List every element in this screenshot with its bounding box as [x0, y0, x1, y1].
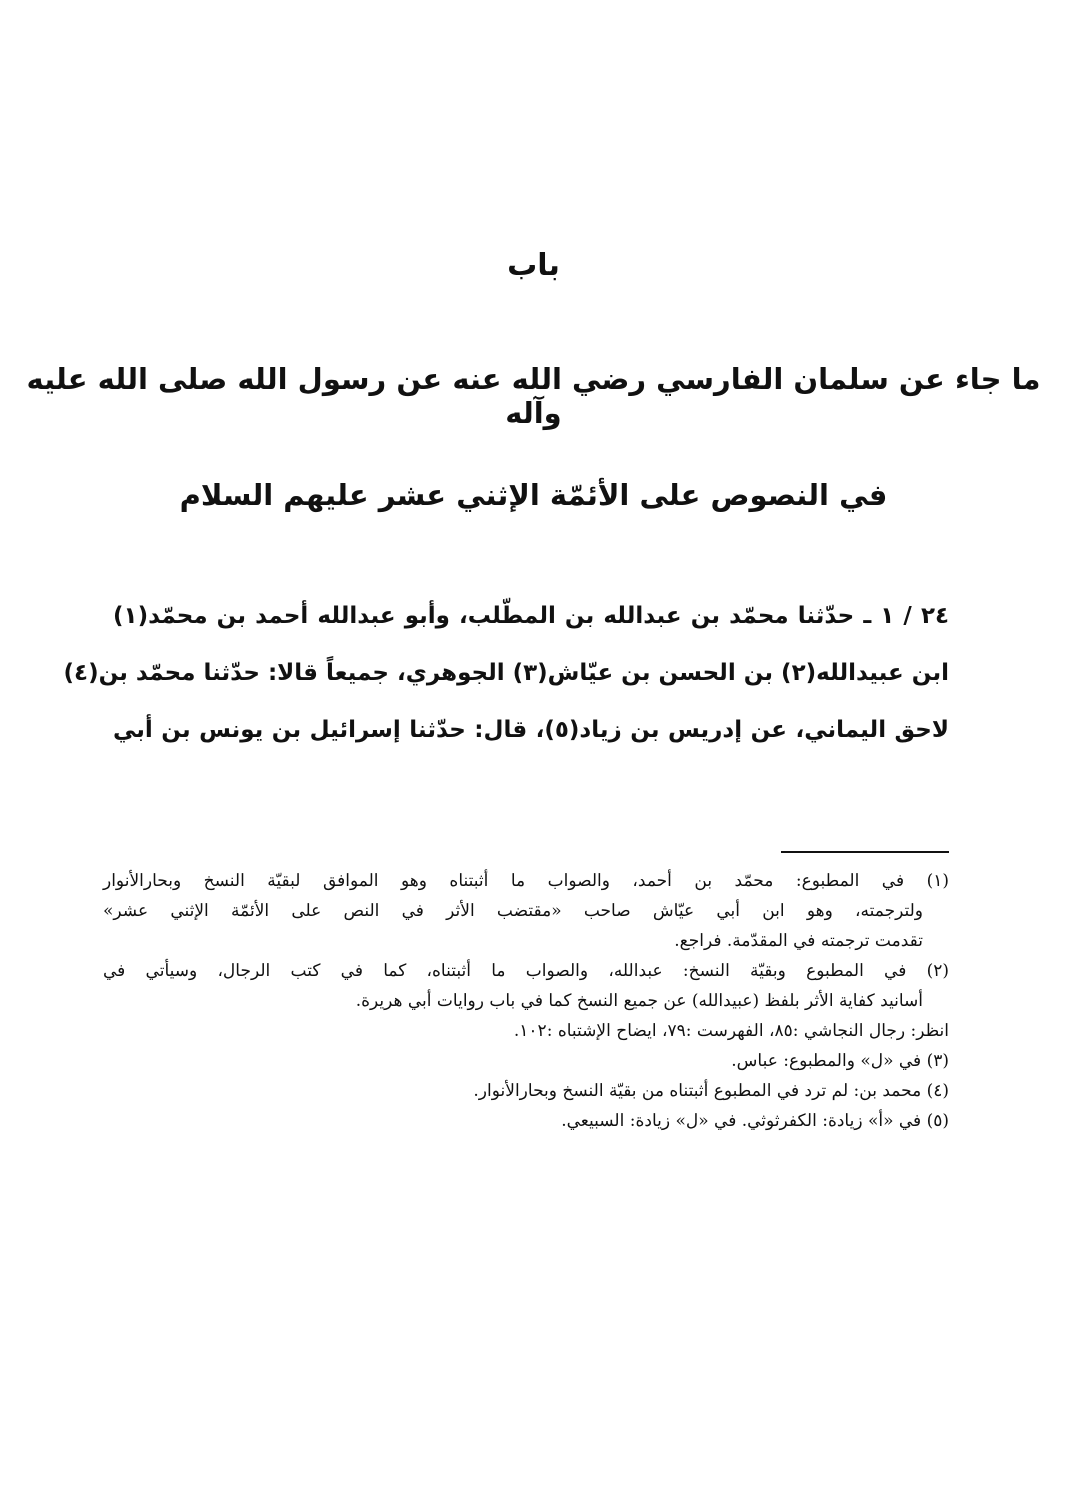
- chapter-subtitle-line-1: ما جاء عن سلمان الفارسي رضي الله عنه عن رسول الله صلى الله عليه وآله: [26, 362, 1041, 430]
- chapter-subtitle-line-2: في النصوص على الأئمّة الإثني عشر عليهم السلام: [179, 478, 888, 512]
- chapter-title: باب: [507, 248, 560, 283]
- body-line: لاحق اليماني، عن إدريس بن زياد(٥)، قال: حدّثنا إسرائيل بن يونس بن أبي: [113, 717, 949, 743]
- footnote-line: (٣) في «ل» والمطبوع: عباس.: [731, 1051, 949, 1071]
- footnote-line: انظر: رجال النجاشي :٨٥، الفهرست :٧٩، ايضاح الإشتباه :١٠٢.: [513, 1021, 949, 1041]
- hadith-body: [63, 588, 950, 759]
- footnote-line: (٥) في «أ» زيادة: الكفرثوثي. في «ل» زيادة: السبيعي.: [561, 1111, 949, 1131]
- footnote-line: (٢) في المطبوع وبقيّة النسخ: عبدالله، والصواب ما أثبتناه، كما في كتب الرجال، وسيأتي في: [103, 961, 949, 981]
- body-line: ابن عبيدالله(٢) بن الحسن بن عيّاش(٣) الجوهري، جميعاً قالا: حدّثنا محمّد بن(٤): [63, 660, 949, 686]
- footnote-separator: [781, 851, 949, 853]
- footnote-line: (٤) محمد بن: لم ترد في المطبوع أثبتناه من بقيّة النسخ وبحارالأنوار.: [473, 1081, 949, 1101]
- footnote-line: تقدمت ترجمته في المقدّمة. فراجع.: [674, 931, 923, 951]
- body-line: ٢٤ / ١ ـ حدّثنا محمّد بن عبدالله بن المطّلب، وأبو عبدالله أحمد بن محمّد(١): [113, 603, 950, 629]
- footnotes: [103, 866, 949, 1136]
- footnote-line: ولترجمته، وهو ابن أبي عيّاش صاحب «مقتضب الأثر في النص على الأئمّة الإثني عشر»: [103, 901, 923, 921]
- footnote-line: (١) في المطبوع: محمّد بن أحمد، والصواب ما أثبتناه وهو الموافق لبقيّة النسخ وبحارالأنوار: [103, 871, 949, 891]
- footnote-line: أسانيد كفاية الأثر بلفظ (عبيدالله) عن جميع النسخ كما في باب روايات أبي هريرة.: [355, 991, 923, 1011]
